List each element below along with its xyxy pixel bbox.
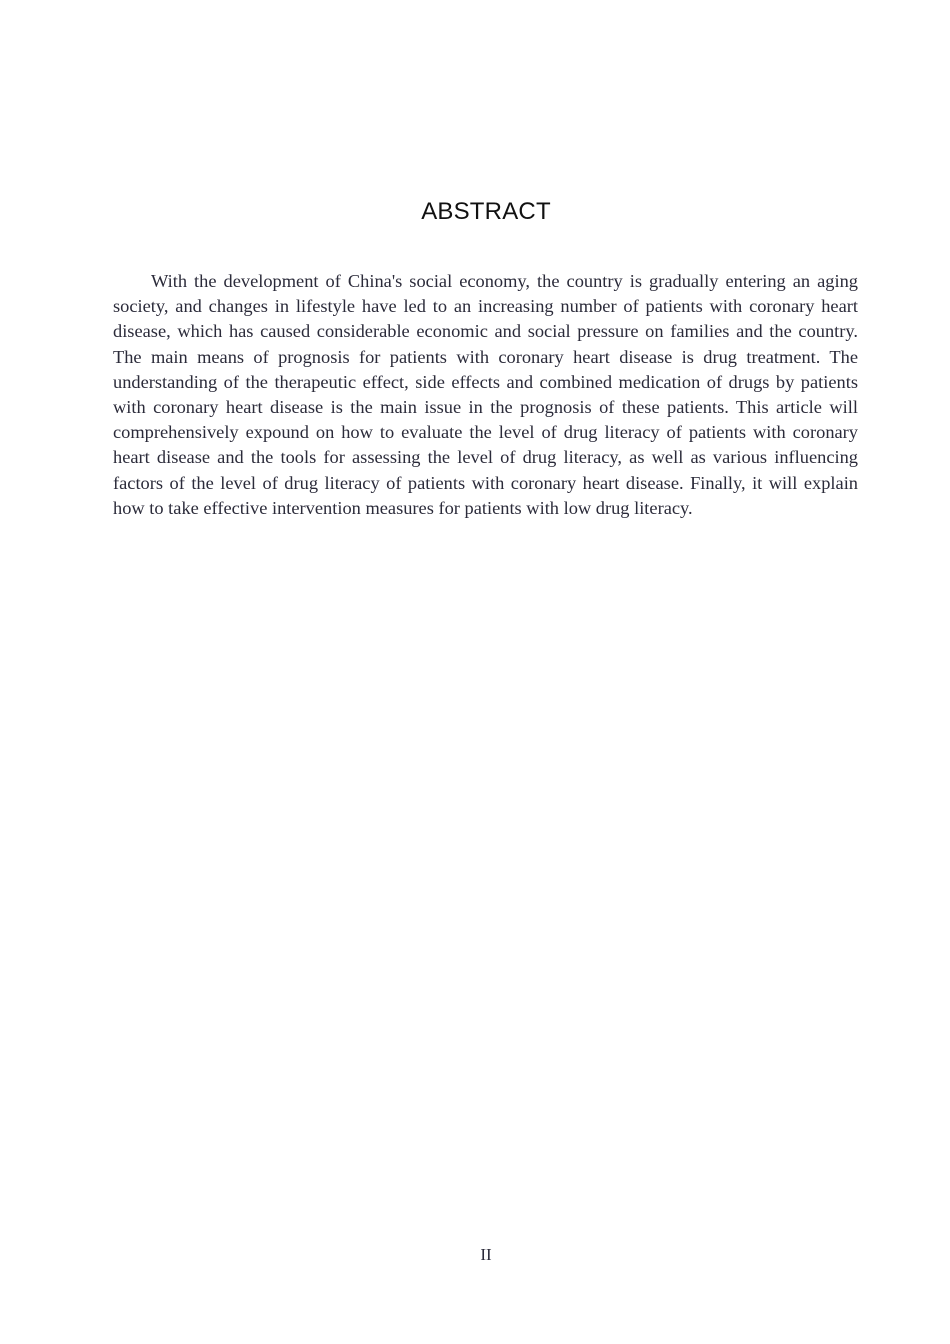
page-number: II	[480, 1245, 492, 1264]
abstract-title: ABSTRACT	[421, 198, 551, 225]
abstract-body-text: With the development of China's social economy, the country is gradually entering an aging society, and changes in lifestyle have led to an increasing number of patients with coronary heart disease, which has caused considerable economic and social pressure on families and the country. The main means of prognosis for patients with coronary heart disease is drug treatment. The understanding of the therapeutic effect, side effects and combined medication of drugs by patients with coronary heart disease is the main issue in the prognosis of these patients. This article will comprehensively expound on how to evaluate the level of drug literacy of patients with coronary heart disease and the tools for assessing the level of drug literacy, as well as various influencing factors of the level of drug literacy of patients with coronary heart disease. Finally, it will explain how to take effective intervention measures for patients with low drug literacy.	[113, 271, 858, 518]
